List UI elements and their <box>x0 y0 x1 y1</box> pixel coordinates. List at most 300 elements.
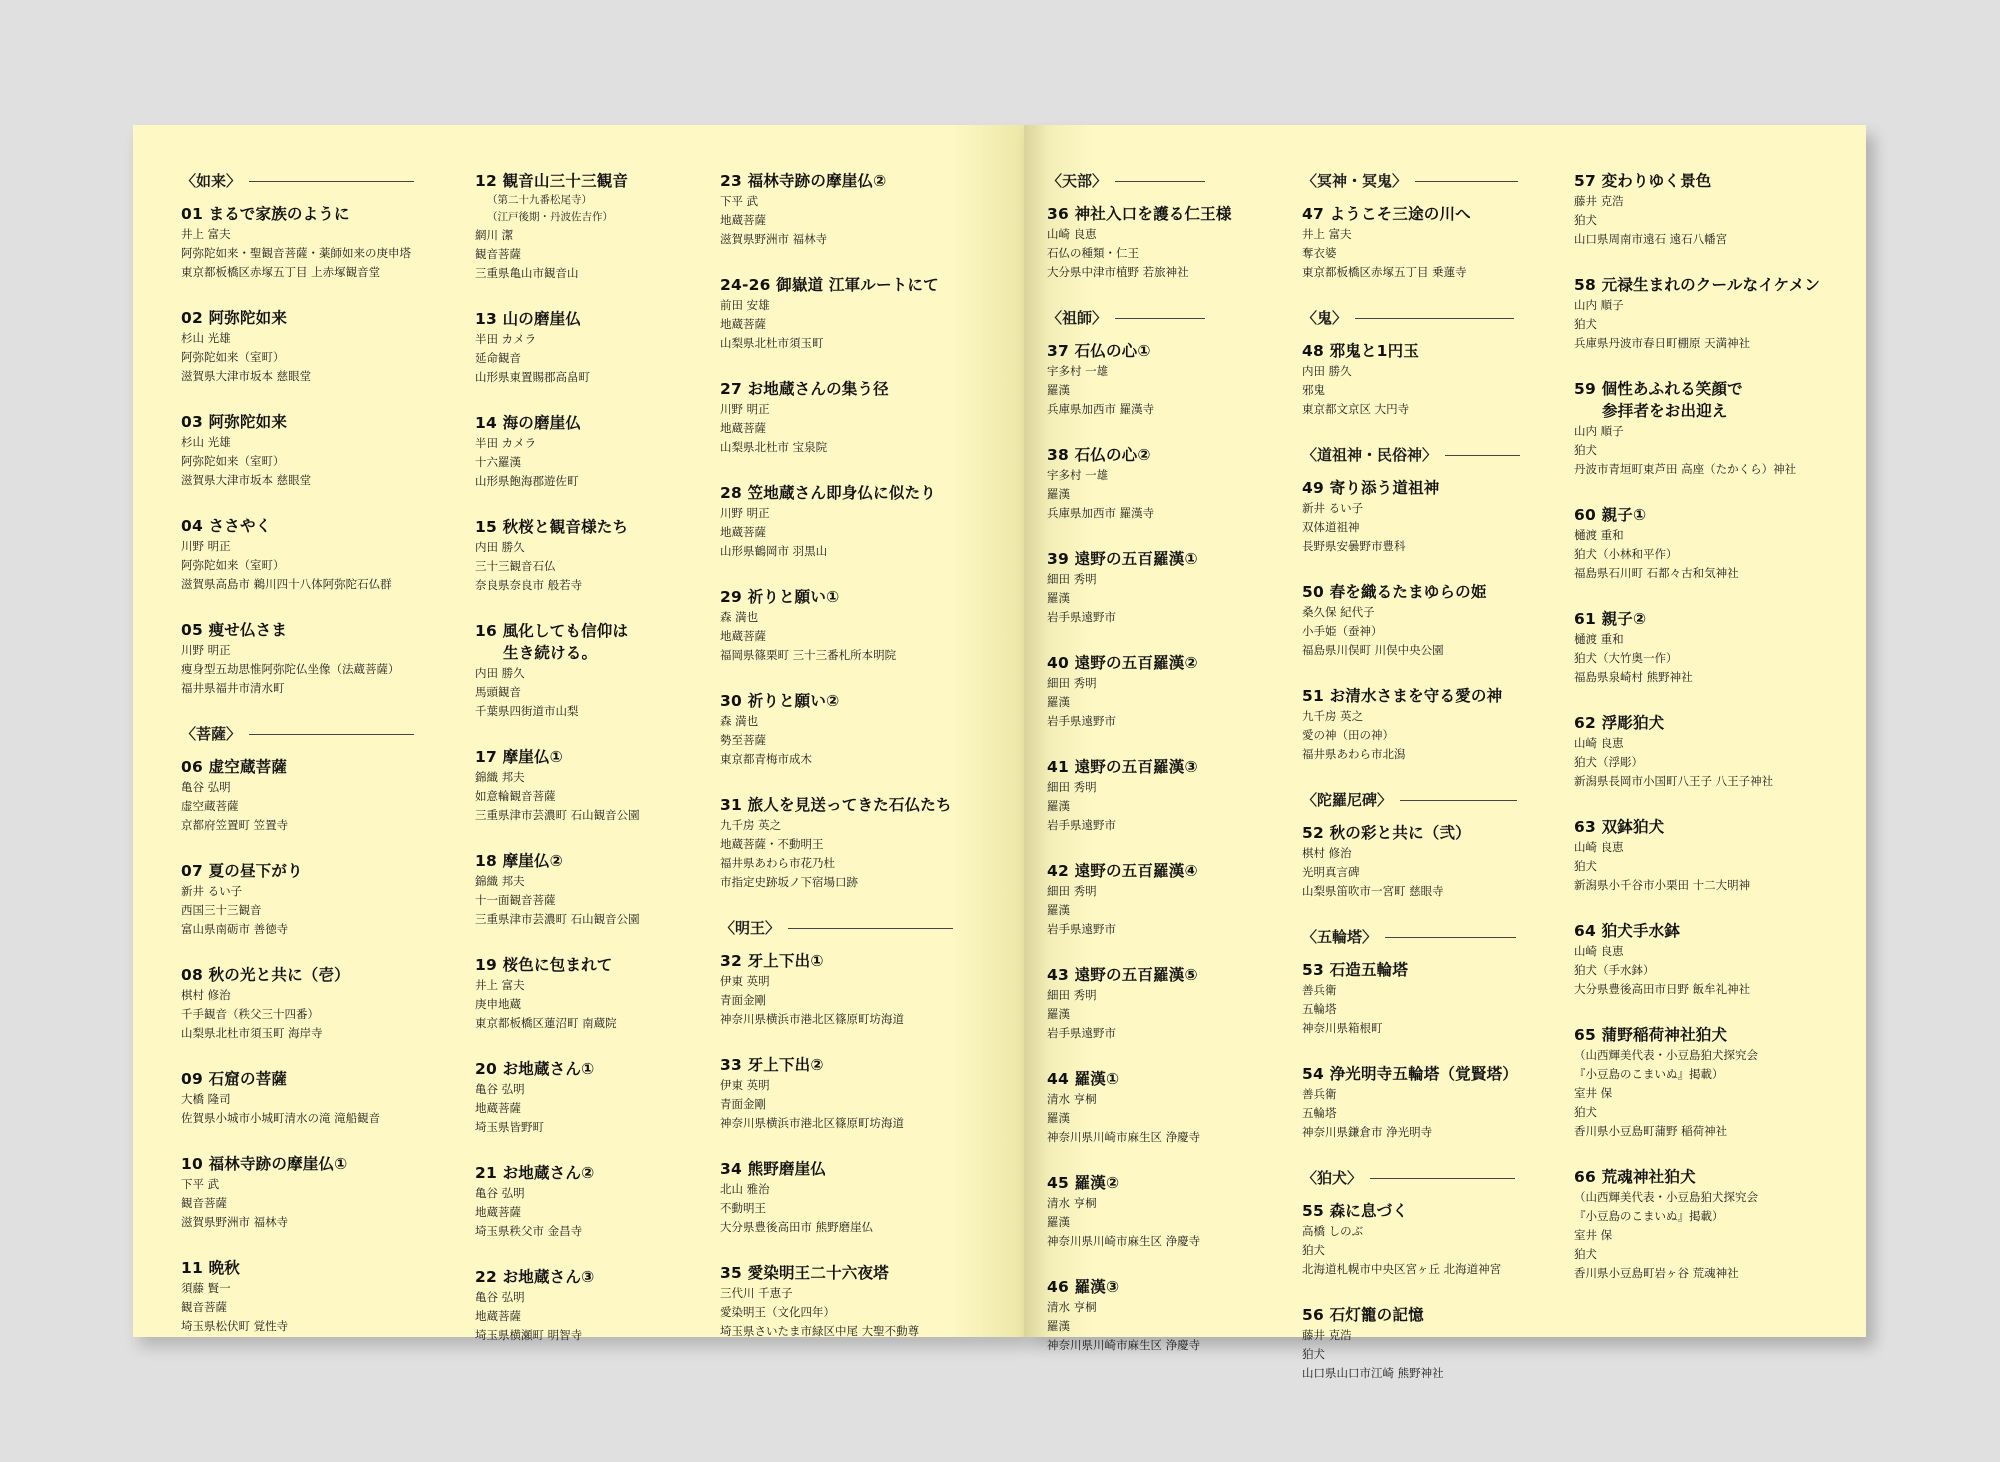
category-label: 〈五輪塔〉 <box>1302 928 1378 946</box>
entry-detail-line: 埼玉県秩父市 金昌寺 <box>475 1224 583 1238</box>
category-heading <box>1302 926 1542 948</box>
entry-detail-line: 新井 るい子 <box>181 884 243 898</box>
entry-title: 12 観音山三十三観音 <box>475 172 629 190</box>
entry-title: 50 春を織るたまゆらの姫 <box>1302 583 1487 601</box>
entry-detail-line: 井上 富夫 <box>1302 227 1352 241</box>
entry-detail-line: 岩手県遠野市 <box>1047 1026 1116 1040</box>
entry-detail-line: 内田 勝久 <box>475 540 525 554</box>
entry-detail-line: 香川県小豆島町蒲野 稲荷神社 <box>1574 1124 1728 1138</box>
entry-detail-line: 亀谷 弘明 <box>475 1290 525 1304</box>
entry-detail-line: 羅漢 <box>1047 487 1070 501</box>
entry-detail-line: 山梨県笛吹市一宮町 慈眼寺 <box>1302 884 1444 898</box>
entry-detail-line: 細田 秀明 <box>1047 676 1097 690</box>
entry-detail-line: 亀谷 弘明 <box>181 780 231 794</box>
category-heading <box>1302 307 1542 329</box>
index-entry <box>720 1262 990 1341</box>
entry-title: 18 摩崖仏② <box>475 852 563 870</box>
entry-title: 16 風化しても信仰は <box>475 622 629 640</box>
entry-detail-line: 棋村 修治 <box>181 988 231 1002</box>
entry-detail-line: 狛犬 <box>1574 859 1597 873</box>
entry-detail-line: 清水 亨桐 <box>1047 1300 1097 1314</box>
entry-title-continued: 生き続ける。 <box>503 644 598 662</box>
index-entry <box>720 586 990 665</box>
entry-detail-line: 庚申地蔵 <box>475 997 521 1011</box>
category-rule <box>249 734 414 735</box>
entry-detail-line: 滋賀県大津市坂本 慈眼堂 <box>181 369 312 383</box>
index-entry <box>720 794 990 892</box>
entry-detail-line: 森 満也 <box>720 714 759 728</box>
category-rule <box>1115 181 1205 182</box>
entry-title: 06 虚空蔵菩薩 <box>181 758 288 776</box>
entry-detail-line: 井上 富夫 <box>181 227 231 241</box>
entry-title: 58 元禄生まれのクールなイケメン <box>1574 276 1821 294</box>
entry-detail-line: 邪鬼 <box>1302 383 1325 397</box>
category-heading <box>181 170 441 192</box>
index-entry <box>181 203 441 282</box>
entry-detail-line: 狛犬 <box>1574 213 1597 227</box>
entry-detail-line: 虚空蔵菩薩 <box>181 799 239 813</box>
entry-detail-line: 宇多村 一雄 <box>1047 468 1109 482</box>
entry-detail-line: 善兵衛 <box>1302 983 1337 997</box>
entry-detail-line: 市指定史跡坂ノ下宿場口跡 <box>720 875 858 889</box>
entry-title: 65 蒲野稲荷神社狛犬 <box>1574 1026 1728 1044</box>
entry-title: 37 石仏の心① <box>1047 342 1151 360</box>
category-label: 〈祖師〉 <box>1047 309 1108 327</box>
entry-title: 43 遠野の五百羅漢⑤ <box>1047 966 1198 984</box>
entry-detail-line: 愛の神（田の神） <box>1302 728 1394 742</box>
entry-detail-line: 神奈川県川崎市麻生区 浄慶寺 <box>1047 1338 1201 1352</box>
index-entry <box>1574 504 1854 583</box>
entry-detail-line: 不動明王 <box>720 1201 766 1215</box>
index-entry <box>720 378 990 457</box>
entry-detail-line: 千葉県四街道市山梨 <box>475 704 579 718</box>
entry-detail-line: 三十三観音石仏 <box>475 559 556 573</box>
entry-detail-line: 西国三十三観音 <box>181 903 262 917</box>
entry-detail-line: 岩手県遠野市 <box>1047 714 1116 728</box>
index-entry <box>1047 756 1267 835</box>
index-entry <box>720 274 990 353</box>
entry-title: 13 山の磨崖仏 <box>475 310 582 328</box>
index-column-4 <box>1047 170 1267 1380</box>
entry-detail-line: 埼玉県皆野町 <box>475 1120 544 1134</box>
entry-title: 44 羅漢① <box>1047 1070 1120 1088</box>
entry-detail-line: 埼玉県横瀬町 明智寺 <box>475 1328 583 1342</box>
entry-title: 22 お地蔵さん③ <box>475 1268 595 1286</box>
entry-detail-line: 北山 雅治 <box>720 1182 770 1196</box>
entry-detail-line: 阿弥陀如来（室町） <box>181 350 285 364</box>
entry-detail-line: 伊東 英明 <box>720 1078 770 1092</box>
entry-detail-line: 十一面観音菩薩 <box>475 893 556 907</box>
index-entry <box>1302 1304 1542 1383</box>
entry-detail-line: 五輪塔 <box>1302 1002 1337 1016</box>
entry-detail-line: 『小豆島のこまいぬ』掲載） <box>1574 1209 1724 1223</box>
entry-detail-line: 須藤 賢一 <box>181 1281 231 1295</box>
entry-detail-line: 福岡県篠栗町 三十三番札所本明院 <box>720 648 897 662</box>
entry-detail-line: 神奈川県川崎市麻生区 浄慶寺 <box>1047 1130 1201 1144</box>
index-entry <box>1302 959 1542 1038</box>
entry-title: 29 祈りと願い① <box>720 588 840 606</box>
entry-detail-line: 羅漢 <box>1047 903 1070 917</box>
entry-detail-line: 岩手県遠野市 <box>1047 818 1116 832</box>
entry-detail-line: 愛染明王（文化四年） <box>720 1305 835 1319</box>
entry-title: 09 石窟の菩薩 <box>181 1070 288 1088</box>
entry-detail-line: 山内 順子 <box>1574 298 1624 312</box>
entry-detail-line: 山崎 良恵 <box>1574 736 1624 750</box>
entry-detail-line: 『小豆島のこまいぬ』掲載） <box>1574 1067 1724 1081</box>
entry-detail-line: 山形県鶴岡市 羽黒山 <box>720 544 828 558</box>
entry-detail-line: 東京都板橋区赤塚五丁目 上赤塚観音堂 <box>181 265 381 279</box>
entry-title: 66 荒魂神社狛犬 <box>1574 1168 1696 1186</box>
entry-title: 07 夏の昼下がり <box>181 862 303 880</box>
entry-detail-line: 狛犬 <box>1574 1105 1597 1119</box>
entry-detail-line: 羅漢 <box>1047 799 1070 813</box>
index-entry <box>1047 444 1267 523</box>
index-entry <box>181 619 441 698</box>
index-entry <box>181 1153 441 1232</box>
entry-detail-line: 桑久保 紀代子 <box>1302 605 1375 619</box>
entry-detail-line: 地蔵菩薩 <box>720 421 766 435</box>
entry-title: 10 福林寺跡の摩崖仏① <box>181 1155 348 1173</box>
entry-detail-line: 神奈川県横浜市港北区篠原町坊海道 <box>720 1116 904 1130</box>
category-label: 〈鬼〉 <box>1302 309 1348 327</box>
entry-detail-line: 川野 明正 <box>181 539 231 553</box>
index-entry <box>181 756 441 835</box>
entry-detail-line: 山梨県北杜市 宝泉院 <box>720 440 828 454</box>
entry-detail-line: 観音菩薩 <box>181 1196 227 1210</box>
index-entry <box>1047 964 1267 1043</box>
entry-title: 56 石灯籠の記憶 <box>1302 1306 1424 1324</box>
index-column-3 <box>720 170 990 1366</box>
entry-title: 08 秋の光と共に（壱） <box>181 966 350 984</box>
index-entry <box>475 308 715 387</box>
entry-detail-line: 森 満也 <box>720 610 759 624</box>
entry-detail-line: 奪衣婆 <box>1302 246 1337 260</box>
category-heading <box>181 723 441 745</box>
entry-title: 23 福林寺跡の摩崖仏② <box>720 172 887 190</box>
entry-title: 47 ようこそ三途の川へ <box>1302 205 1471 223</box>
entry-detail-line: 香川県小豆島町岩ヶ谷 荒魂神社 <box>1574 1266 1739 1280</box>
index-entry <box>1574 920 1854 999</box>
index-entry <box>475 516 715 595</box>
entry-detail-line: 新井 るい子 <box>1302 501 1364 515</box>
category-heading <box>720 917 990 939</box>
index-entry <box>1302 822 1542 901</box>
index-entry <box>720 170 990 249</box>
entry-detail-line: 観音菩薩 <box>475 247 521 261</box>
entry-detail-line: 青面金剛 <box>720 993 766 1007</box>
index-entry <box>181 411 441 490</box>
entry-detail-line: 三代川 千恵子 <box>720 1286 793 1300</box>
category-rule <box>249 181 414 182</box>
entry-detail-line: 滋賀県野洲市 福林寺 <box>181 1215 289 1229</box>
entry-detail-line: 山崎 良恵 <box>1047 227 1097 241</box>
entry-detail-line: 清水 亨桐 <box>1047 1196 1097 1210</box>
entry-detail-line: 山崎 良恵 <box>1574 840 1624 854</box>
entry-title: 49 寄り添う道祖神 <box>1302 479 1440 497</box>
entry-detail-line: 福島県石川町 石都々古和気神社 <box>1574 566 1739 580</box>
entry-detail-line: 狛犬（手水鉢） <box>1574 963 1655 977</box>
index-entry <box>181 515 441 594</box>
index-entry <box>1574 816 1854 895</box>
index-entry <box>1302 477 1542 556</box>
index-column-1 <box>181 170 441 1361</box>
entry-detail-line: 富山県南砺市 善徳寺 <box>181 922 289 936</box>
entry-detail-line: 小手姫（蚕神） <box>1302 624 1383 638</box>
category-rule <box>1445 455 1520 456</box>
entry-detail-line: 阿弥陀如来（室町） <box>181 454 285 468</box>
entry-title: 36 神社入口を護る仁王様 <box>1047 205 1232 223</box>
entry-detail-line: 亀谷 弘明 <box>475 1186 525 1200</box>
category-heading <box>1047 307 1267 329</box>
entry-title: 20 お地蔵さん① <box>475 1060 595 1078</box>
entry-detail-line: 馬頭観音 <box>475 685 521 699</box>
entry-detail-line: 地蔵菩薩 <box>720 629 766 643</box>
entry-detail-line: 新潟県長岡市小国町八王子 八王子神社 <box>1574 774 1774 788</box>
entry-detail-line: 滋賀県野洲市 福林寺 <box>720 232 828 246</box>
index-entry <box>181 964 441 1043</box>
entry-detail-line: 神奈川県横浜市港北区篠原町坊海道 <box>720 1012 904 1026</box>
entry-detail-line: （山西輝美代表・小豆島狛犬探究会 <box>1574 1048 1758 1062</box>
entry-title: 30 祈りと願い② <box>720 692 840 710</box>
entry-title: 48 邪鬼と1円玉 <box>1302 342 1420 360</box>
entry-title: 33 牙上下出② <box>720 1056 824 1074</box>
entry-detail-line: 青面金剛 <box>720 1097 766 1111</box>
category-rule <box>1415 181 1518 182</box>
entry-detail-line: 如意輪観音菩薩 <box>475 789 556 803</box>
entry-detail-line: 地蔵菩薩 <box>720 213 766 227</box>
index-entry <box>720 482 990 561</box>
entry-detail-line: 福井県あわら市北潟 <box>1302 747 1406 761</box>
index-entry <box>1302 1200 1542 1279</box>
entry-detail-line: 羅漢 <box>1047 383 1070 397</box>
entry-detail-line: 地蔵菩薩 <box>475 1101 521 1115</box>
entry-title: 04 ささやく <box>181 517 272 535</box>
index-entry <box>181 307 441 386</box>
entry-detail-line: 山形県東置賜郡高畠町 <box>475 370 590 384</box>
entry-detail-line: 棋村 修治 <box>1302 846 1352 860</box>
entry-detail-line: 三重県亀山市観音山 <box>475 266 579 280</box>
entry-title: 11 晩秋 <box>181 1259 240 1277</box>
category-label: 〈天部〉 <box>1047 172 1108 190</box>
entry-detail-line: 福島県泉崎村 熊野神社 <box>1574 670 1693 684</box>
entry-detail-line: 東京都文京区 大円寺 <box>1302 402 1410 416</box>
entry-detail-line: 川野 明正 <box>720 402 770 416</box>
entry-detail-line: 内田 勝久 <box>1302 364 1352 378</box>
category-label: 〈明王〉 <box>720 919 781 937</box>
entry-detail-line: 樋渡 重和 <box>1574 528 1624 542</box>
index-entry <box>1302 581 1542 660</box>
category-rule <box>1400 800 1517 801</box>
index-entry <box>1302 1063 1542 1142</box>
category-heading <box>1302 789 1542 811</box>
entry-title: 46 羅漢③ <box>1047 1278 1120 1296</box>
index-entry <box>1574 274 1854 353</box>
category-label: 〈菩薩〉 <box>181 725 242 743</box>
entry-detail-line: 樋渡 重和 <box>1574 632 1624 646</box>
entry-detail-line: 善兵衛 <box>1302 1087 1337 1101</box>
entry-detail-line: 神奈川県箱根町 <box>1302 1021 1383 1035</box>
entry-detail-line: 観音菩薩 <box>181 1300 227 1314</box>
entry-title: 61 親子② <box>1574 610 1647 628</box>
entry-detail-line: 東京都板橋区赤塚五丁目 乗蓮寺 <box>1302 265 1467 279</box>
entry-title: 14 海の磨崖仏 <box>475 414 582 432</box>
entry-detail-line: 大分県中津市植野 若旅神社 <box>1047 265 1189 279</box>
entry-title: 38 石仏の心② <box>1047 446 1151 464</box>
entry-detail-line: 福井県福井市清水町 <box>181 681 285 695</box>
entry-detail-line: 高橋 しのぶ <box>1302 1224 1364 1238</box>
entry-detail-line: 清水 亨桐 <box>1047 1092 1097 1106</box>
entry-detail-line: 藤井 克浩 <box>1302 1328 1352 1342</box>
entry-detail-line: 神奈川県川崎市麻生区 浄慶寺 <box>1047 1234 1201 1248</box>
entry-detail-line: 狛犬 <box>1574 443 1597 457</box>
entry-detail-line: 九千房 英之 <box>720 818 782 832</box>
index-entry <box>1047 203 1267 282</box>
entry-detail-line: 新潟県小千谷市小栗田 十二大明神 <box>1574 878 1751 892</box>
index-entry <box>1047 1276 1267 1355</box>
index-column-6 <box>1574 170 1854 1308</box>
entry-detail-line: 福井県あわら市花乃杜 <box>720 856 835 870</box>
entry-title: 59 個性あふれる笑顔で <box>1574 380 1743 398</box>
entry-detail-line: 山口県周南市遠石 遠石八幡宮 <box>1574 232 1728 246</box>
category-heading <box>1302 170 1542 192</box>
entry-detail-line: 東京都青梅市成木 <box>720 752 812 766</box>
index-entry <box>475 1058 715 1137</box>
index-entry <box>181 1257 441 1336</box>
index-entry <box>475 412 715 491</box>
entry-detail-line: 地蔵菩薩・不動明王 <box>720 837 824 851</box>
entry-detail-line: 石仏の種類・仁王 <box>1047 246 1139 260</box>
entry-detail-line: 狛犬（浮彫） <box>1574 755 1643 769</box>
entry-detail-line: 埼玉県さいたま市緑区中尾 大聖不動尊 <box>720 1324 920 1338</box>
index-entry <box>1574 712 1854 791</box>
entry-detail-line: 光明真言碑 <box>1302 865 1360 879</box>
category-heading <box>1302 444 1542 466</box>
category-heading <box>1047 170 1267 192</box>
entry-title: 02 阿弥陀如来 <box>181 309 288 327</box>
entry-detail-line: 北海道札幌市中央区宮ヶ丘 北海道神宮 <box>1302 1262 1502 1276</box>
entry-detail-line: 井上 富夫 <box>475 978 525 992</box>
index-entry <box>720 690 990 769</box>
entry-detail-line: 前田 安雄 <box>720 298 770 312</box>
entry-title: 27 お地蔵さんの集う径 <box>720 380 889 398</box>
entry-detail-line: 網川 潔 <box>475 228 514 242</box>
entry-detail-line: 東京都板橋区蓮沼町 南蔵院 <box>475 1016 617 1030</box>
index-entry <box>720 1054 990 1133</box>
entry-title: 60 親子① <box>1574 506 1647 524</box>
entry-title: 21 お地蔵さん② <box>475 1164 595 1182</box>
entry-title: 34 熊野磨崖仏 <box>720 1160 827 1178</box>
entry-detail-line: 羅漢 <box>1047 1319 1070 1333</box>
entry-detail-line: 大分県豊後高田市日野 飯牟礼神社 <box>1574 982 1751 996</box>
entry-detail-line: 兵庫県加西市 羅漢寺 <box>1047 402 1155 416</box>
entry-detail-line: 室井 保 <box>1574 1086 1613 1100</box>
entry-title-continued: 参拝者をお出迎え <box>1602 402 1728 420</box>
index-entry <box>181 860 441 939</box>
category-rule <box>1385 937 1516 938</box>
index-entry <box>1574 378 1854 479</box>
index-entry <box>1047 1172 1267 1251</box>
category-rule <box>788 928 953 929</box>
entry-detail-line: 山内 順子 <box>1574 424 1624 438</box>
index-entry <box>1047 340 1267 419</box>
entry-detail-line: 下平 武 <box>181 1177 220 1191</box>
entry-detail-line: 痩身型五劫思惟阿弥陀仏坐像（法蔵菩薩） <box>181 662 400 676</box>
index-entry <box>1302 340 1542 419</box>
entry-detail-line: 狛犬 <box>1574 317 1597 331</box>
entry-title: 05 痩せ仏さま <box>181 621 288 639</box>
entry-detail-line: 羅漢 <box>1047 695 1070 709</box>
entry-detail-line: 細田 秀明 <box>1047 884 1097 898</box>
entry-detail-line: 地蔵菩薩 <box>720 317 766 331</box>
entry-title: 63 双鉢狛犬 <box>1574 818 1665 836</box>
index-entry <box>475 170 715 283</box>
entry-detail-line: 羅漢 <box>1047 1007 1070 1021</box>
index-entry <box>475 954 715 1033</box>
entry-detail-line: 杉山 光雄 <box>181 331 231 345</box>
entry-detail-line: 細田 秀明 <box>1047 988 1097 1002</box>
entry-detail-line: 羅漢 <box>1047 1111 1070 1125</box>
entry-detail-line: 三重県津市芸濃町 石山観音公園 <box>475 912 640 926</box>
entry-detail-line: 狛犬 <box>1302 1243 1325 1257</box>
index-entry <box>1047 652 1267 731</box>
entry-detail-line: 錦織 邦夫 <box>475 874 525 888</box>
entry-title: 52 秋の彩と共に（弐） <box>1302 824 1471 842</box>
entry-detail-line: 埼玉県松伏町 覚性寺 <box>181 1319 289 1333</box>
entry-detail-line: 奈良県奈良市 般若寺 <box>475 578 583 592</box>
entry-detail-line: 京都府笠置町 笠置寺 <box>181 818 289 832</box>
index-entry <box>1574 1024 1854 1141</box>
category-label: 〈如来〉 <box>181 172 242 190</box>
entry-title: 42 遠野の五百羅漢④ <box>1047 862 1198 880</box>
entry-title: 35 愛染明王二十六夜塔 <box>720 1264 889 1282</box>
entry-detail-line: 狛犬 <box>1574 1247 1597 1261</box>
entry-title: 53 石造五輪塔 <box>1302 961 1409 979</box>
entry-detail-line: 半田 カメラ <box>475 436 537 450</box>
entry-detail-line: 大橋 隆司 <box>181 1092 231 1106</box>
entry-title: 54 浄光明寺五輪塔（覚賢塔） <box>1302 1065 1518 1083</box>
index-entry <box>475 1266 715 1345</box>
entry-detail-line: 地蔵菩薩 <box>720 525 766 539</box>
index-entry <box>475 850 715 929</box>
entry-detail-line: 九千房 英之 <box>1302 709 1364 723</box>
entry-detail-line: 延命観音 <box>475 351 521 365</box>
entry-detail-line: 杉山 光雄 <box>181 435 231 449</box>
entry-detail-line: 大分県豊後高田市 熊野磨崖仏 <box>720 1220 874 1234</box>
entry-detail-line: 阿弥陀如来（室町） <box>181 558 285 572</box>
index-entry <box>475 746 715 825</box>
entry-title: 64 狛犬手水鉢 <box>1574 922 1681 940</box>
index-entry <box>1302 685 1542 764</box>
entry-detail-line: 宇多村 一雄 <box>1047 364 1109 378</box>
entry-title: 51 お清水さまを守る愛の神 <box>1302 687 1503 705</box>
index-entry <box>181 1068 441 1128</box>
entry-detail-line: 勢至菩薩 <box>720 733 766 747</box>
entry-detail-line: 細田 秀明 <box>1047 780 1097 794</box>
entry-detail-line: 地蔵菩薩 <box>475 1309 521 1323</box>
index-entry <box>1574 608 1854 687</box>
entry-title: 39 遠野の五百羅漢① <box>1047 550 1198 568</box>
category-rule <box>1355 318 1514 319</box>
entry-title: 62 浮彫狛犬 <box>1574 714 1665 732</box>
category-heading <box>1302 1167 1542 1189</box>
entry-detail-line: 藤井 克浩 <box>1574 194 1624 208</box>
entry-title: 32 牙上下出① <box>720 952 824 970</box>
entry-detail-line: 滋賀県大津市坂本 慈眼堂 <box>181 473 312 487</box>
index-entry <box>720 1158 990 1237</box>
entry-detail-line: 双体道祖神 <box>1302 520 1360 534</box>
category-label: 〈狛犬〉 <box>1302 1169 1363 1187</box>
index-entry <box>475 620 715 721</box>
